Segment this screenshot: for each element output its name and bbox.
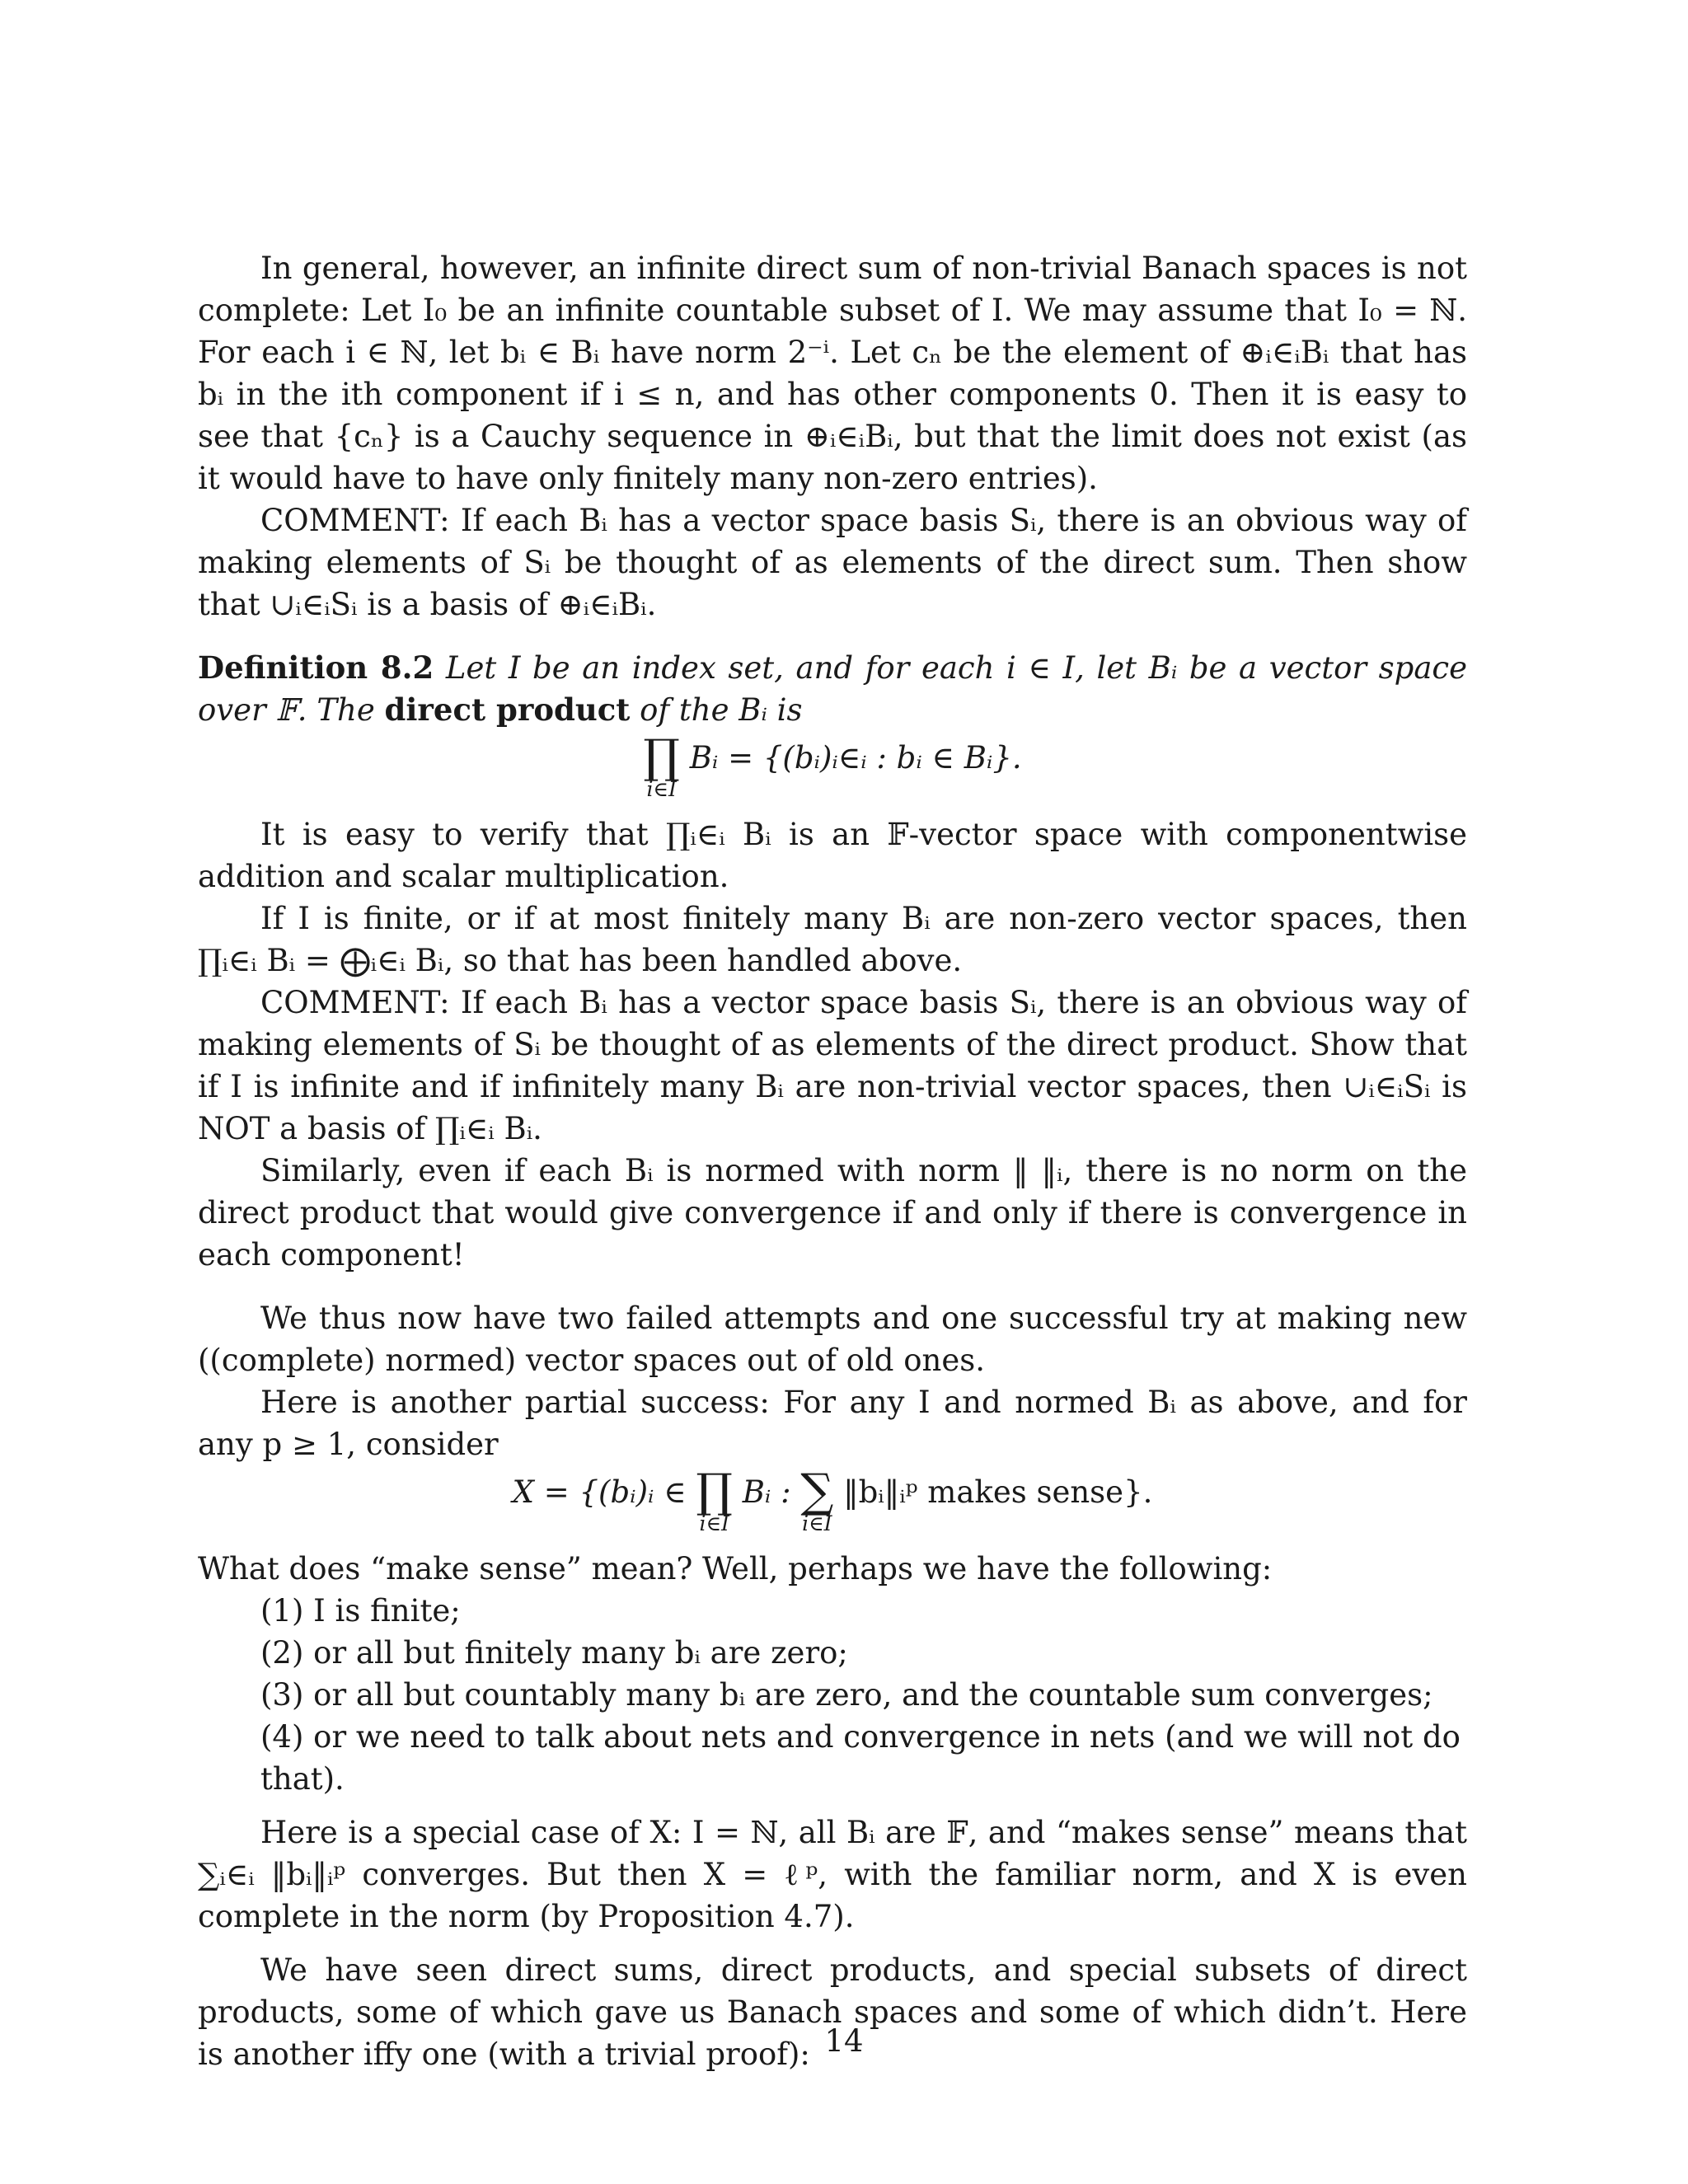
set-x-right: ‖bᵢ‖ᵢᵖ makes sense}. (843, 1474, 1153, 1510)
paragraph-failed-attempts: We thus now have two failed attempts and one successful try at making new ((complete) normed) vector spaces out of old ones. (198, 1301, 1467, 1378)
display-direct-product (198, 730, 1467, 802)
definition-text-end: of the Bᵢ is (640, 692, 803, 728)
definition-8-2 (198, 647, 1467, 731)
paragraph-vector-space: It is easy to verify that ∏ᵢ∈ᵢ Bᵢ is an 𝔽-vector space with componentwise addition and scalar multiplication. (198, 817, 1467, 894)
list-item: (2) or all but finitely many bᵢ are zero; (260, 1635, 848, 1671)
page-body (198, 247, 1467, 2075)
condition-list (260, 1590, 1467, 1800)
definition-text: Let I be an index set, and for each i ∈ I, let Bᵢ be a vector space over 𝔽. The (198, 650, 1467, 728)
product-operator-2: ∏ i∈I (696, 1465, 733, 1535)
paragraph-special-case: Here is a special case of X: I = ℕ, all Bᵢ are 𝔽, and “makes sense” means that ∑ᵢ∈ᵢ ‖bᵢ‖ᵢᵖ converges. But then X = ℓᵖ, with the familiar norm, and X is even complete in the norm (by Proposition 4.7). (198, 1815, 1467, 1934)
comment-direct-sum-basis: COMMENT: If each Bᵢ has a vector space basis Sᵢ, there is an obvious way of making elements of Sᵢ be thought of as elements of the direct sum. Then show that ∪ᵢ∈ᵢSᵢ is a basis of ⊕ᵢ∈ᵢBᵢ. (198, 503, 1467, 622)
paragraph-infinite-direct-sum: In general, however, an infinite direct sum of non-trivial Banach spaces is not complete: Let I₀ be an infinite countable subset of I. We may assume that I₀ = ℕ. For each i ∈ ℕ, let bᵢ ∈ Bᵢ have norm 2⁻ⁱ. Let cₙ be the element of ⊕ᵢ∈ᵢBᵢ that has bᵢ in the ith component if i ≤ n, and has other components 0. Then it is easy to see that {cₙ} is a Cauchy sequence in ⊕ᵢ∈ᵢBᵢ, but that the limit does not exist (as it would have to have only finitely many non-zero entries). (198, 251, 1467, 496)
list-item: (1) I is finite; (260, 1593, 461, 1629)
definition-label: Definition 8.2 (198, 649, 434, 686)
sum-operator: ∑ i∈I (800, 1465, 834, 1535)
paragraph-summary: We have seen direct sums, direct products, and special subsets of direct products, some of which gave us Banach spaces and some of which didn’t. Here is another iffy one (with a trivial proof): (198, 1952, 1467, 2072)
product-operator: ∏ i∈I (643, 730, 680, 801)
set-x-mid: Bᵢ : (742, 1474, 791, 1510)
set-x-left: X = {(bᵢ)ᵢ ∈ (512, 1474, 687, 1510)
list-item: (4) or we need to talk about nets and convergence in nets (and we will not do that). (260, 1719, 1461, 1797)
display-set-x (198, 1465, 1467, 1536)
paragraph-no-norm: Similarly, even if each Bᵢ is normed with norm ‖ ‖ᵢ, there is no norm on the direct product that would give convergence if and only if there is convergence in each component! (198, 1153, 1467, 1272)
product-term: Bᵢ (689, 740, 719, 776)
list-item: (3) or all but countably many bᵢ are zero, and the countable sum converges; (260, 1677, 1433, 1713)
product-set: = {(bᵢ)ᵢ∈ᵢ : bᵢ ∈ Bᵢ}. (728, 740, 1022, 776)
paragraph-finite-case: If I is finite, or if at most finitely many Bᵢ are non-zero vector spaces, then ∏ᵢ∈ᵢ Bᵢ = ⨁ᵢ∈ᵢ Bᵢ, so that has been handled above. (198, 901, 1467, 978)
page-number: 14 (824, 2023, 864, 2059)
paragraph-make-sense: What does “make sense” mean? Well, perhaps we have the following: (198, 1551, 1273, 1586)
comment-direct-product-basis: COMMENT: If each Bᵢ has a vector space basis Sᵢ, there is an obvious way of making elements of Sᵢ be thought of as elements of the direct product. Show that if I is infinite and if infinitely many Bᵢ are non-trivial vector spaces, then ∪ᵢ∈ᵢSᵢ is NOT a basis of ∏ᵢ∈ᵢ Bᵢ. (198, 985, 1467, 1146)
paragraph-partial-success: Here is another partial success: For any I and normed Bᵢ as above, and for any p ≥ 1, consider (198, 1385, 1467, 1462)
definition-term: direct product (384, 691, 631, 728)
